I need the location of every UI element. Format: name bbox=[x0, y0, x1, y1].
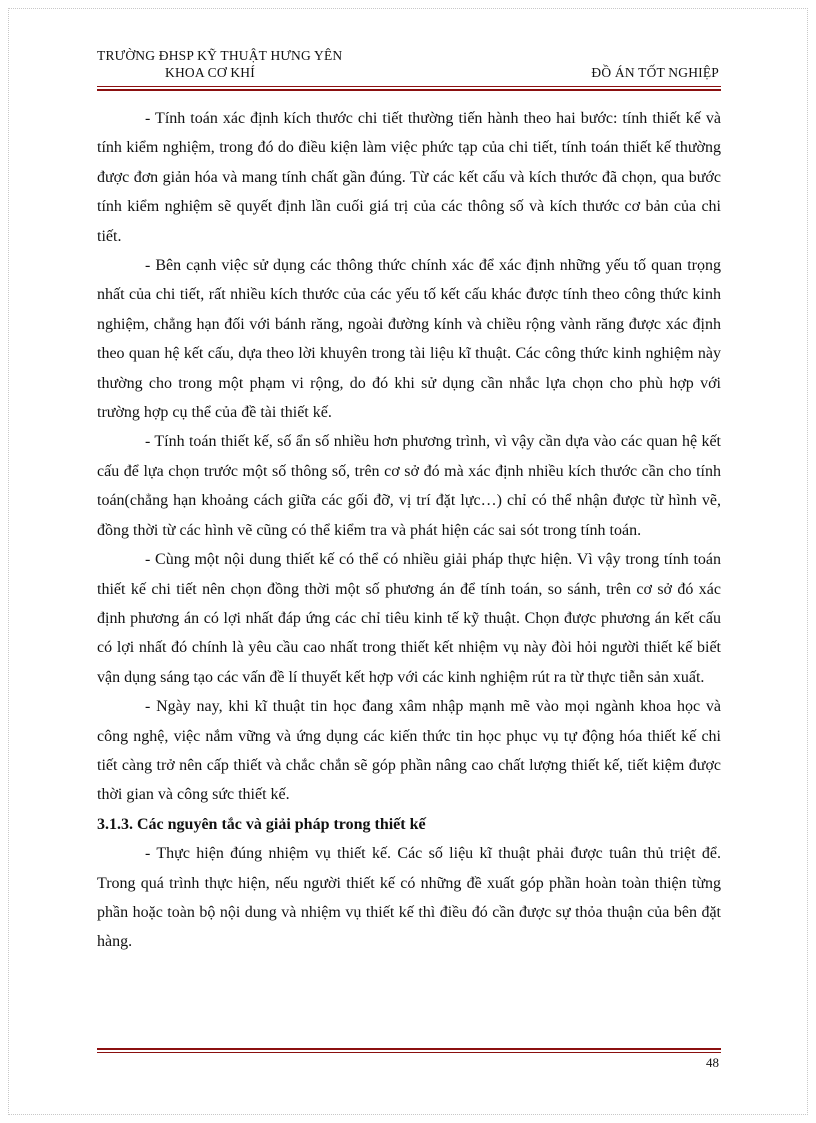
header-faculty-name: KHOA CƠ KHÍ bbox=[165, 65, 255, 80]
footer-rule-thin bbox=[97, 1052, 721, 1053]
body-paragraph: - Ngày nay, khi kĩ thuật tin học đang xâm nhập mạnh mẽ vào mọi ngành khoa học và công nghệ, việc nắm vững và ứng dụng các kiến thức tin học phục vụ tự động hóa thiết kế chi tiết càng trở nên cấp thiết và chắc chắn sẽ góp phần nâng cao chất lượng thiết kế, tiết kiệm được thời gian và công sức thiết kế. bbox=[97, 698, 721, 804]
body-paragraph: - Tính toán xác định kích thước chi tiết thường tiến hành theo hai bước: tính thiết kế và tính kiểm nghiệm, trong đó do điều kiện làm việc phức tạp của chi tiết, tính toán thiết kế thường được đơn giản hóa và mang tính chất gần đúng. Từ các kết cấu và kích thước đã chọn, qua bước tính kiểm nghiệm sẽ quyết định lần cuối giá trị của các thông số và kích thước cơ bản của chi tiết. bbox=[97, 110, 721, 245]
footer-rule-thick bbox=[97, 1048, 721, 1050]
header-school-name: TRƯỜNG ĐHSP KỸ THUẬT HƯNG YÊN bbox=[97, 48, 343, 63]
header-rule-thick bbox=[97, 89, 721, 91]
header-rule-thin bbox=[97, 86, 721, 87]
header-document-type: ĐỒ ÁN TỐT NGHIỆP bbox=[591, 65, 719, 80]
page-body bbox=[97, 104, 721, 957]
section-paragraph: - Thực hiện đúng nhiệm vụ thiết kế. Các số liệu kĩ thuật phải được tuân thủ triệt để. Trong quá trình thực hiện, nếu người thiết kế có những đề xuất góp phần hoàn toàn thiện từng phần hoặc toàn bộ nội dung và nhiệm vụ thiết kế thì điều đó cần được sự thỏa thuận của bên đặt hàng. bbox=[97, 845, 721, 951]
body-paragraph: - Bên cạnh việc sử dụng các thông thức chính xác để xác định những yếu tố quan trọng nhất của chi tiết, rất nhiều kích thước của các yếu tố kết cấu khác được tính theo công thức kinh nghiệm, chẳng hạn đối với bánh răng, ngoài đường kính và chiều rộng vành răng được xác định theo quan hệ kết cấu, dựa theo lời khuyên trong tài liệu kĩ thuật. Các công thức kinh nghiệm này thường cho trong một phạm vi rộng, do đó khi sử dụng cần nhắc lựa chọn cho phù hợp với trường hợp cụ thể của đề tài thiết kế. bbox=[97, 257, 721, 422]
page-number: 48 bbox=[706, 1055, 719, 1070]
page-header bbox=[97, 48, 721, 88]
section-heading: 3.1.3. Các nguyên tắc và giải pháp trong thiết kế bbox=[97, 815, 426, 833]
body-paragraph: - Tính toán thiết kế, số ẩn số nhiều hơn phương trình, vì vậy cần dựa vào các quan hệ kết cấu để lựa chọn trước một số thông số, trên cơ sở đó mà xác định nhiều kích thước cần cho tính toán(chẳng hạn khoảng cách giữa các gối đỡ, vị trí đặt lực…) chỉ có thể nhận được từ hình vẽ, đồng thời từ các hình vẽ cũng có thể kiểm tra và phát hiện các sai sót trong tính toán. bbox=[97, 433, 721, 539]
body-paragraph: - Cùng một nội dung thiết kế có thể có nhiều giải pháp thực hiện. Vì vậy trong tính toán thiết kế chi tiết nên chọn đồng thời một số phương án để tính toán, so sánh, trên cơ sở đó xác định phương án có lợi nhất đáp ứng các chỉ tiêu kinh tế kỹ thuật. Chọn được phương án kết cấu có lợi nhất đó chính là yêu cầu cao nhất trong thiết kết nhiệm vụ này đòi hỏi người thiết kế biết vận dụng sáng tạo các vấn đề lí thuyết kết hợp với các kinh nghiệm rút ra từ thực tiễn sản xuất. bbox=[97, 551, 721, 686]
